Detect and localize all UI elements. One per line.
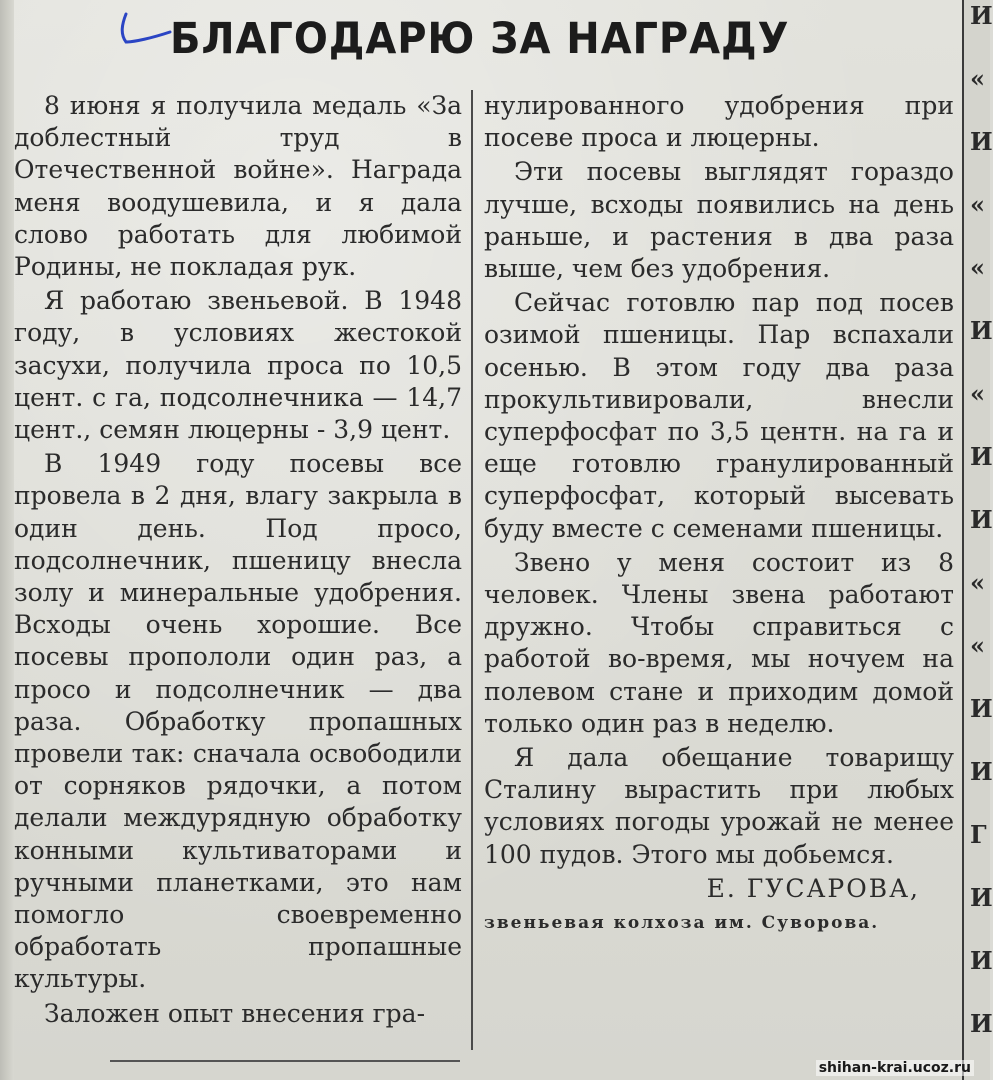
edge-letter: « (970, 64, 985, 93)
edge-letter: И (970, 1009, 993, 1038)
paragraph: Я дала обещание товарищу Сталину вырастить при любых условиях погоды урожай не менее 100 пудов. Этого мы добьемся. (484, 743, 954, 869)
bottom-rule (110, 1060, 460, 1062)
edge-letter: « (970, 379, 985, 408)
edge-letter: Г (970, 820, 987, 849)
paragraph: Эти посевы выглядят гораздо лучше, всходы появились на день раньше, и растения в два раза выше, чем без удобрения. (484, 157, 954, 284)
adjacent-column-strip (962, 0, 993, 1080)
paragraph: Заложен опыт внесения гра- (44, 998, 426, 1028)
paragraph: 8 июня я получила медаль «За доблестный труд в Отечественной войне». Награда меня воодушевила, и я дала слово работать для любимой Родины, не покладая рук. (14, 91, 462, 282)
pencil-check-mark-icon (112, 10, 172, 56)
paragraph: Сейчас готовлю пар под посев озимой пшеницы. Пар вспахали осенью. В этом году два раза прокультивировали, внесли суперфосфат по 3,5 центн. на га и еще готовлю гранулированный суперфосфат, который высевать буду вместе с семенами пшеницы. (484, 288, 954, 543)
edge-letter: И (970, 505, 993, 534)
site-watermark: shihan-krai.ucoz.ru (816, 1060, 974, 1076)
edge-letter: « (970, 631, 985, 660)
author-signature (484, 873, 954, 905)
edge-letter: И (970, 946, 993, 975)
edge-letter: « (970, 253, 985, 282)
edge-letter: И (970, 694, 993, 723)
edge-letter: И (970, 757, 993, 786)
edge-letter: И (970, 883, 993, 912)
paragraph-continuation: нулированного удобрения при посеве проса и люцерны. (484, 91, 954, 153)
article-column-left (14, 90, 462, 1032)
paragraph: Я работаю звеньевой. В 1948 году, в условиях жестокой засухи, получила проса по 10,5 цент. с га, подсолнечника — 14,7 цент., семян люцерны - 3,9 цент. (14, 286, 462, 445)
edge-letter: И (970, 127, 993, 156)
edge-letter: И (970, 316, 993, 345)
edge-letter: « (970, 190, 985, 219)
author-name: Е. ГУСАРОВА, (706, 873, 920, 903)
author-caption: звеньевая колхоза им. Суворова. (484, 913, 880, 934)
edge-letter: « (970, 568, 985, 597)
article-column-right (484, 90, 954, 939)
edge-letter: И (970, 1, 993, 30)
left-page-edge (0, 0, 14, 1080)
paragraph: Звено у меня состоит из 8 человек. Члены звена работают дружно. Чтобы справиться с работой во-время, мы ночуем на полевом стане и приходим домой только один раз в неделю. (484, 547, 954, 738)
edge-letter: И (970, 442, 993, 471)
paragraph: В 1949 году посевы все провела в 2 дня, влагу закрыла в один день. Под просо, подсолнечник, пшеницу внесла золу и минеральные удобрения. Всходы очень хорошие. Все посевы пропололи один раз, а просо и подсолнечник — два раза. Обработку пропашных провели так: сначала освободили от сорняков рядочки, а потом делали междурядную обработку конными культиваторами и ручными планетками, это нам помогло своевременно обработать пропашные культуры. (14, 449, 462, 994)
article-headline: БЛАГОДАРЮ ЗА НАГРАДУ (170, 14, 790, 64)
column-divider (471, 90, 473, 1050)
